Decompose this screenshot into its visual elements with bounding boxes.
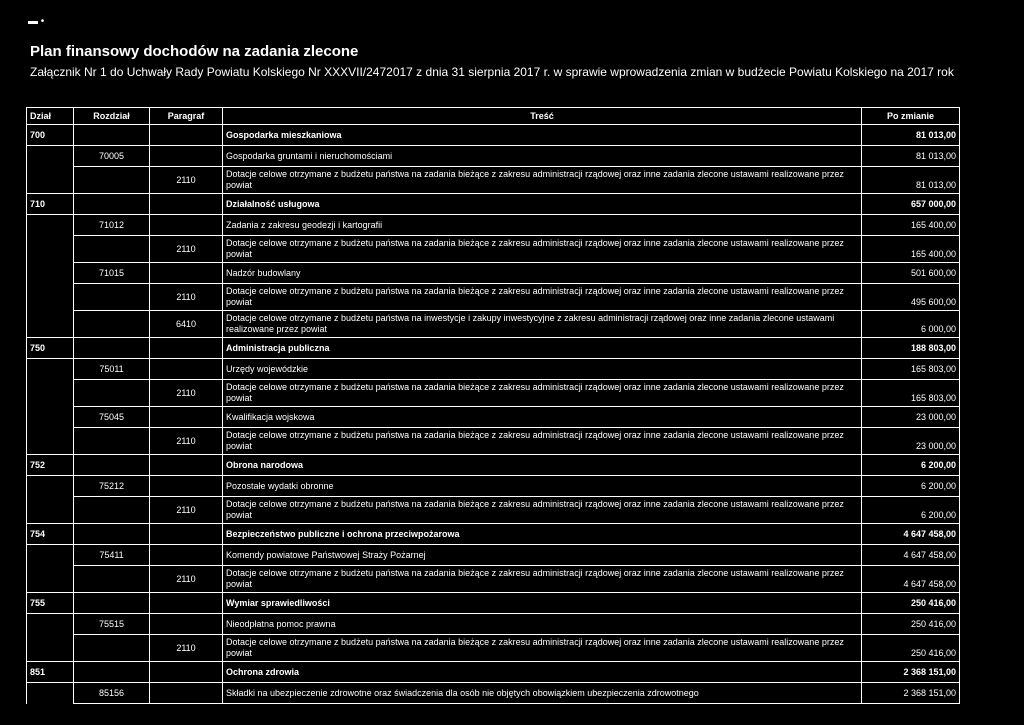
cell-paragraf: 2110 [150,428,223,455]
cell-amount: 6 200,00 [862,455,960,476]
cell-paragraf [150,614,223,635]
cell-amount: 501 600,00 [862,263,960,284]
document-subtitle: Załącznik Nr 1 do Uchwały Rady Powiatu Kolskiego Nr XXXVII/2472017 z dnia 31 sierpnia 2017 r. w sprawie wprowadzenia zmian w budżecie Powiatu Kolskiego na 2017 rok [30,65,954,79]
cell-amount: 250 416,00 [862,593,960,614]
cell-tresc: Dotacje celowe otrzymane z budżetu państwa na zadania bieżące z zakresu administracji rządowej oraz inne zadania zlecone ustawami realizowane przez powiat [223,167,862,194]
cell-paragraf [150,476,223,497]
cell-tresc: Gospodarka gruntami i nieruchomościami [223,146,862,167]
cell-paragraf [150,593,223,614]
cell-amount: 81 013,00 [862,167,960,194]
table-row [27,662,960,683]
cell-tresc: Działalność usługowa [223,194,862,215]
cell-amount: 165 803,00 [862,359,960,380]
cell-dzial: 755 [27,593,74,614]
cell-paragraf [150,524,223,545]
cell-dzial [27,215,74,236]
cell-paragraf [150,338,223,359]
cell-amount: 6 200,00 [862,476,960,497]
header-dzial: Dział [27,108,74,125]
cell-paragraf: 2110 [150,497,223,524]
cell-tresc: Składki na ubezpieczenie zdrowotne oraz świadczenia dla osób nie objętych obowiązkiem ubezpieczenia zdrowotnego [223,683,862,704]
cell-paragraf [150,215,223,236]
table-row [27,476,960,497]
cell-tresc: Dotacje celowe otrzymane z budżetu państwa na zadania bieżące z zakresu administracji rządowej oraz inne zadania zlecone ustawami realizowane przez powiat [223,635,862,662]
cell-dzial [27,359,74,380]
cell-paragraf [150,683,223,704]
header-rozdzial: Rozdział [74,108,150,125]
cell-rozdzial [74,125,150,146]
cell-dzial [27,236,74,263]
cell-rozdzial [74,284,150,311]
cell-paragraf [150,359,223,380]
table-row [27,215,960,236]
cell-amount: 165 803,00 [862,380,960,407]
cell-dzial: 754 [27,524,74,545]
table-row [27,455,960,476]
table-row [27,566,960,593]
cell-paragraf: 2110 [150,380,223,407]
cell-rozdzial [74,662,150,683]
cell-dzial: 710 [27,194,74,215]
cell-dzial: 750 [27,338,74,359]
cell-dzial [27,428,74,455]
cell-tresc: Nadzór budowlany [223,263,862,284]
cell-amount: 495 600,00 [862,284,960,311]
cell-amount: 165 400,00 [862,236,960,263]
cell-tresc: Ochrona zdrowia [223,662,862,683]
cell-tresc: Dotacje celowe otrzymane z budżetu państwa na zadania bieżące z zakresu administracji rządowej oraz inne zadania zlecone ustawami realizowane przez powiat [223,284,862,311]
cell-rozdzial [74,380,150,407]
cell-amount: 2 368 151,00 [862,683,960,704]
cell-tresc: Zadania z zakresu geodezji i kartografii [223,215,862,236]
cell-amount: 165 400,00 [862,215,960,236]
cell-dzial [27,614,74,635]
cell-amount: 2 368 151,00 [862,662,960,683]
table-row [27,683,960,704]
budget-table [26,107,960,704]
cell-tresc: Urzędy wojewódzkie [223,359,862,380]
cell-rozdzial: 75011 [74,359,150,380]
cell-paragraf [150,407,223,428]
table-row [27,359,960,380]
table-row [27,380,960,407]
cell-tresc: Bezpieczeństwo publiczne i ochrona przeciwpożarowa [223,524,862,545]
cell-tresc: Nieodpłatna pomoc prawna [223,614,862,635]
cell-tresc: Dotacje celowe otrzymane z budżetu państwa na zadania bieżące z zakresu administracji rządowej oraz inne zadania zlecone ustawami realizowane przez powiat [223,380,862,407]
cell-rozdzial [74,311,150,338]
table-row [27,263,960,284]
cell-paragraf [150,455,223,476]
table-row [27,545,960,566]
cell-dzial [27,146,74,167]
cell-tresc: Komendy powiatowe Państwowej Straży Pożarnej [223,545,862,566]
cell-dzial [27,263,74,284]
cell-tresc: Dotacje celowe otrzymane z budżetu państwa na zadania bieżące z zakresu administracji rządowej oraz inne zadania zlecone ustawami realizowane przez powiat [223,236,862,263]
cell-rozdzial [74,593,150,614]
cell-amount: 23 000,00 [862,407,960,428]
cell-rozdzial: 71012 [74,215,150,236]
cell-paragraf: 2110 [150,167,223,194]
cell-paragraf: 2110 [150,566,223,593]
cell-paragraf [150,146,223,167]
cell-tresc: Dotacje celowe otrzymane z budżetu państwa na inwestycje i zakupy inwestycyjne z zakresu administracji rządowej oraz inne zadania zlecone ustawami realizowane przez powiat [223,311,862,338]
cell-rozdzial [74,167,150,194]
table-row [27,635,960,662]
cell-rozdzial [74,455,150,476]
cell-paragraf: 2110 [150,635,223,662]
table-body [27,125,960,704]
cell-tresc: Dotacje celowe otrzymane z budżetu państwa na zadania bieżące z zakresu administracji rządowej oraz inne zadania zlecone ustawami realizowane przez powiat [223,497,862,524]
cell-dzial [27,476,74,497]
cell-dzial [27,683,74,704]
cell-rozdzial [74,524,150,545]
cell-paragraf: 2110 [150,284,223,311]
document-title: Plan finansowy dochodów na zadania zlecone [30,43,359,60]
cell-tresc: Kwalifikacja wojskowa [223,407,862,428]
header-amount: Po zmianie [862,108,960,125]
cell-rozdzial: 75515 [74,614,150,635]
cell-tresc: Dotacje celowe otrzymane z budżetu państwa na zadania bieżące z zakresu administracji rządowej oraz inne zadania zlecone ustawami realizowane przez powiat [223,566,862,593]
table-row [27,125,960,146]
table-row [27,194,960,215]
cell-rozdzial [74,236,150,263]
cell-amount: 6 000,00 [862,311,960,338]
table-header-row [27,108,960,125]
cell-dzial: 752 [27,455,74,476]
cell-paragraf [150,194,223,215]
header-paragraf: Paragraf [150,108,223,125]
cell-amount: 250 416,00 [862,614,960,635]
cell-rozdzial: 75411 [74,545,150,566]
cell-amount: 81 013,00 [862,125,960,146]
header-tresc: Treść [223,108,862,125]
cell-dzial [27,635,74,662]
table-row [27,311,960,338]
cell-rozdzial [74,635,150,662]
cell-dzial: 700 [27,125,74,146]
cell-tresc: Pozostałe wydatki obronne [223,476,862,497]
cell-dzial [27,167,74,194]
corner-mark: ▬ • [28,16,45,27]
cell-amount: 4 647 458,00 [862,545,960,566]
cell-rozdzial [74,566,150,593]
cell-tresc: Dotacje celowe otrzymane z budżetu państwa na zadania bieżące z zakresu administracji rządowej oraz inne zadania zlecone ustawami realizowane przez powiat [223,428,862,455]
cell-paragraf [150,545,223,566]
table-row [27,524,960,545]
table-row [27,407,960,428]
table-row [27,593,960,614]
cell-amount: 4 647 458,00 [862,524,960,545]
cell-dzial [27,380,74,407]
table-row [27,146,960,167]
cell-tresc: Administracja publiczna [223,338,862,359]
table-row [27,236,960,263]
cell-amount: 81 013,00 [862,146,960,167]
cell-dzial [27,311,74,338]
cell-paragraf [150,125,223,146]
cell-rozdzial: 70005 [74,146,150,167]
cell-dzial: 851 [27,662,74,683]
cell-amount: 4 647 458,00 [862,566,960,593]
cell-dzial [27,566,74,593]
cell-dzial [27,497,74,524]
cell-rozdzial [74,497,150,524]
table-row [27,428,960,455]
cell-tresc: Obrona narodowa [223,455,862,476]
table-row [27,167,960,194]
cell-paragraf: 2110 [150,236,223,263]
cell-tresc: Wymiar sprawiedliwości [223,593,862,614]
cell-rozdzial: 71015 [74,263,150,284]
cell-paragraf [150,662,223,683]
cell-amount: 6 200,00 [862,497,960,524]
cell-tresc: Gospodarka mieszkaniowa [223,125,862,146]
cell-amount: 657 000,00 [862,194,960,215]
cell-amount: 23 000,00 [862,428,960,455]
cell-rozdzial [74,428,150,455]
cell-rozdzial: 75045 [74,407,150,428]
table-row [27,338,960,359]
table-row [27,614,960,635]
cell-dzial [27,284,74,311]
cell-dzial [27,407,74,428]
cell-rozdzial: 75212 [74,476,150,497]
table-row [27,284,960,311]
cell-amount: 250 416,00 [862,635,960,662]
cell-paragraf [150,263,223,284]
cell-paragraf: 6410 [150,311,223,338]
cell-rozdzial [74,194,150,215]
cell-amount: 188 803,00 [862,338,960,359]
cell-rozdzial: 85156 [74,683,150,704]
cell-rozdzial [74,338,150,359]
cell-dzial [27,545,74,566]
table-row [27,497,960,524]
